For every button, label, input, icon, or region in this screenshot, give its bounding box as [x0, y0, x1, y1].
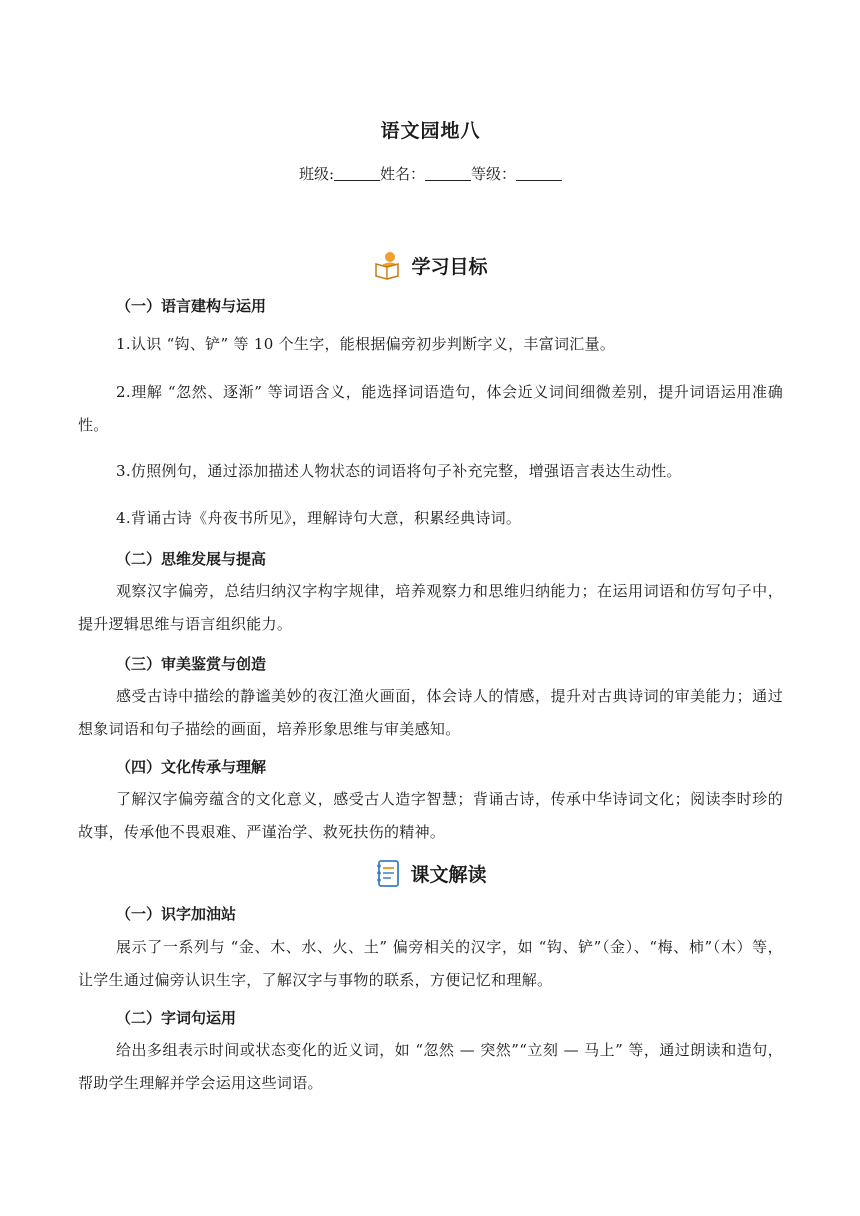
- para-culture: 了解汉字偏旁蕴含的文化意义，感受古人造字智慧；背诵古诗，传承中华诗词文化；阅读李时珍的故事，传承他不畏艰难、严谨治学、救死扶伤的精神。: [78, 790, 783, 841]
- class-label: 班级:: [298, 165, 335, 183]
- section-title-text-interpretation: 课文解读: [410, 863, 487, 886]
- grade-label: 等级：: [471, 165, 517, 183]
- grade-blank[interactable]: [516, 166, 562, 181]
- para-word-usage: 给出多组表示时间或状态变化的近义词，如 “忽然 — 突然”“立刻 — 马上” 等，通过朗读和造句，帮助学生理解并学会运用这些词语。: [78, 1041, 783, 1092]
- goal-item-3: 3.仿照例句，通过添加描述人物状态的词语将句子补充完整，增强语言表达生动性。: [116, 462, 682, 480]
- goal-item-4: 4.背诵古诗《舟夜书所见》，理解诗句大意，积累经典诗词。: [116, 509, 522, 527]
- goal-item-1: 1.认识 “钩、铲” 等 10 个生字，能根据偏旁初步判断字义，丰富词汇量。: [116, 335, 616, 353]
- goal-item-2: 2.理解 “忽然、逐渐” 等词语含义，能选择词语造句，体会近义词间细微差别，提升词语运用准确性。: [78, 383, 783, 434]
- student-info-line: [78, 163, 783, 184]
- para-literacy-station: 展示了一系列与 “金、木、水、火、土” 偏旁相关的汉字，如 “钩、铲”（金）、“梅、柿”（木）等，让学生通过偏旁认识生字，了解汉字与事物的联系，方便记忆和理解。: [78, 938, 783, 989]
- notebook-icon: [374, 858, 402, 888]
- subheading-aesthetics: （三）审美鉴赏与创造: [116, 655, 267, 673]
- reading-person-icon: [373, 250, 403, 280]
- para-thinking: 观察汉字偏旁，总结归纳汉字构字规律，培养观察力和思维归纳能力；在运用词语和仿写句子中，提升逻辑思维与语言组织能力。: [78, 582, 783, 633]
- class-blank[interactable]: [334, 166, 380, 181]
- subheading-thinking: （二）思维发展与提高: [116, 550, 267, 568]
- subheading-literacy-station: （一）识字加油站: [116, 905, 237, 923]
- section-title-learning-goals: 学习目标: [411, 255, 488, 278]
- subheading-culture: （四）文化传承与理解: [116, 758, 267, 776]
- name-label: 姓名：: [380, 165, 426, 183]
- subheading-word-usage: （二）字词句运用: [116, 1009, 237, 1027]
- page-title: 语文园地八: [380, 120, 481, 142]
- section-text-interpretation-header: [78, 858, 783, 888]
- para-aesthetics: 感受古诗中描绘的静谧美妙的夜江渔火画面，体会诗人的情感，提升对古典诗词的审美能力；通过想象词语和句子描绘的画面，培养形象思维与审美感知。: [78, 687, 783, 738]
- name-blank[interactable]: [425, 166, 471, 181]
- subheading-language: （一）语言建构与运用: [116, 297, 267, 315]
- section-learning-goals-header: [78, 250, 783, 280]
